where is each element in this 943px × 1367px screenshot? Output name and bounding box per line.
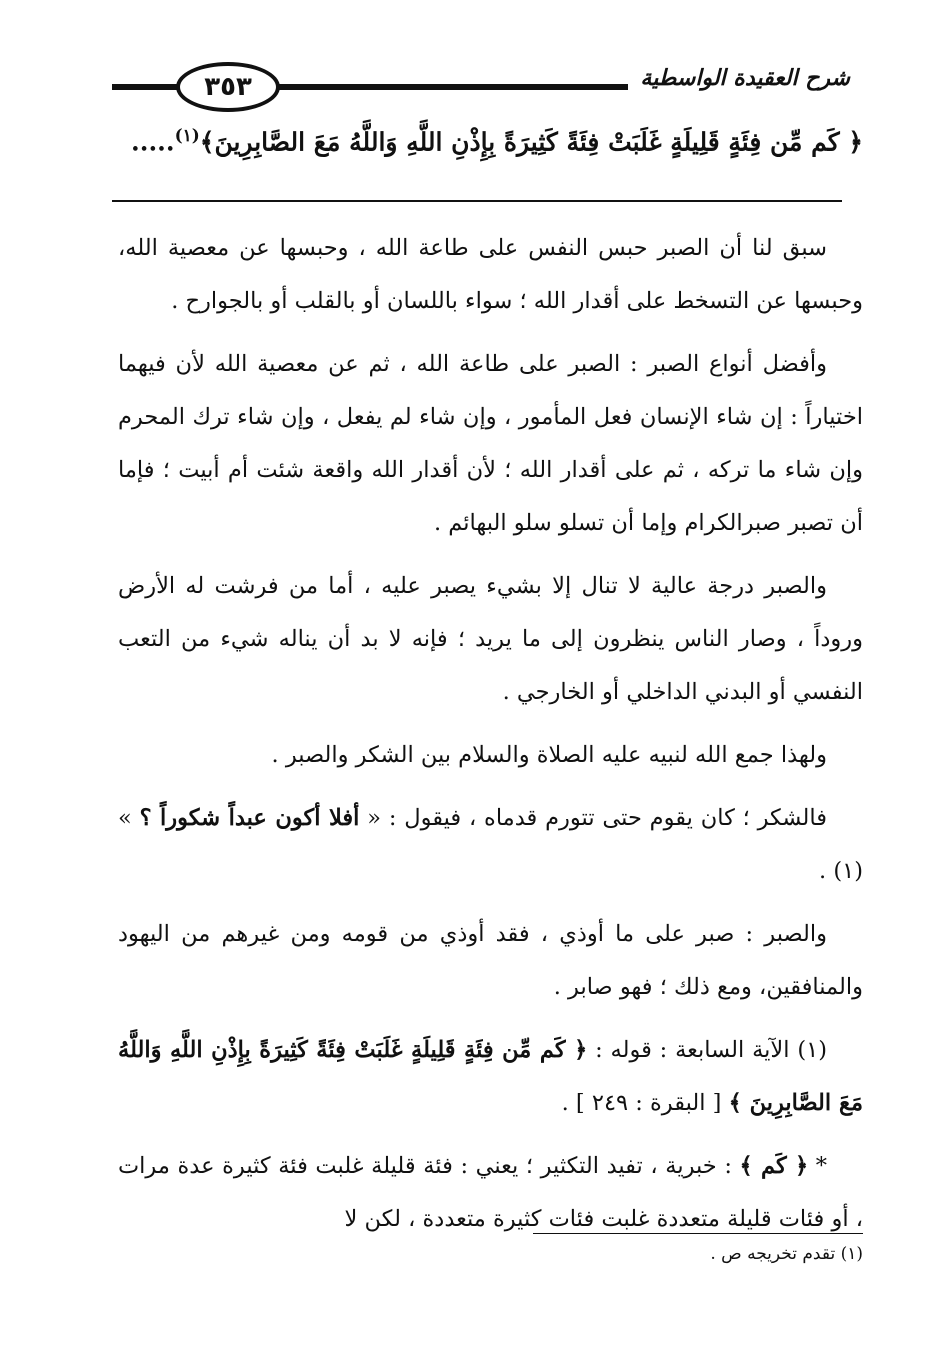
verse-heading-trail: ..... — [131, 127, 175, 157]
paragraph-5-quote: أفلا أكون عبداً شكوراً ؟ — [139, 805, 360, 831]
paragraph-5-text-b: » (١) . — [118, 805, 863, 884]
paragraph-2: وأفضل أنواع الصبر : الصبر على طاعة الله ، ثم عن معصية الله لأن فيهما اختياراً : إن شاء الإنسان فعل المأمور ، وإن شاء لم يفعل ، وإن شاء ترك المحرم وإن شاء ما تركه ، ثم على أقدار الله ؛ لأن أقدار الله واقعة شئت أم أبيت ؛ فإما أن تصبر صبرالكرام وإما أن تسلو سلو البهائم . — [118, 351, 863, 536]
paragraph-1: سبق لنا أن الصبر حبس النفس على طاعة الله ، وحبسها عن معصية الله، وحبسها عن التسخط على أقدار الله ؛ سواء باللسان أو بالقلب أو بالجوارح . — [118, 235, 863, 314]
paragraph-8-star: * — [815, 1153, 827, 1179]
body-text — [118, 222, 863, 1256]
page-header — [112, 62, 850, 110]
paragraph-8-word: ﴿ كَم ﴾ — [739, 1153, 809, 1179]
paragraph-8-text: : خبرية ، تفيد التكثير ؛ يعني : فئة قليلة غلبت فئة كثيرة عدة مرات ، أو فئات قليلة متعددة غلبت فئات كثيرة متعددة ، لكن لا — [118, 1153, 863, 1232]
page-number: ٣٥٣ — [176, 62, 280, 112]
paragraph-7-text-b: [ البقرة : ٢٤٩ ] . — [561, 1090, 722, 1116]
paragraph-8 — [118, 1140, 863, 1246]
verse-heading — [123, 126, 863, 156]
paragraph-6: والصبر : صبر على ما أوذي ، فقد أوذي من قومه ومن غيرهم من اليهود والمنافقين، ومع ذلك ؛ فهو صابر . — [118, 921, 863, 1000]
heading-divider — [112, 200, 842, 202]
verse-heading-ref: (١) — [174, 126, 200, 146]
footnote: (١) تقدم تخريجه ص . — [710, 1244, 863, 1264]
paragraph-5-text-a: فالشكر ؛ كان يقوم حتى تتورم قدماه ، فيقول : « — [367, 805, 827, 831]
paragraph-7 — [118, 1024, 863, 1130]
paragraph-3: والصبر درجة عالية لا تنال إلا بشيء يصبر عليه ، أما من فرشت له الأرض وروداً ، وصار الناس ينظرون إلى ما يريد ؛ فإنه لا بد أن يناله شيء من التعب النفسي أو البدني الداخلي أو الخارجي . — [118, 573, 863, 705]
footnote-divider — [533, 1233, 863, 1234]
paragraph-7-text-a: (١) الآية السابعة : قوله : — [595, 1037, 828, 1063]
paragraph-7-verse: ﴿ كَم مِّن فِئَةٍ قَلِيلَةٍ غَلَبَتْ فِئَةً كَثِيرَةً بِإِذْنِ اللَّهِ وَاللَّهُ مَعَ الصَّابِرِينَ ﴾ — [118, 1037, 863, 1116]
verse-heading-text: ﴿ كَم مِّن فِئَةٍ قَلِيلَةٍ غَلَبَتْ فِئَةً كَثِيرَةً بِإِذْنِ اللَّهِ وَاللَّهُ مَعَ الصَّابِرِينَ﴾ — [199, 127, 863, 157]
paragraph-4: ولهذا جمع الله لنبيه عليه الصلاة والسلام بين الشكر والصبر . — [271, 742, 827, 768]
book-title: شرح العقيدة الواسطية — [628, 66, 850, 91]
paragraph-5 — [118, 792, 863, 898]
